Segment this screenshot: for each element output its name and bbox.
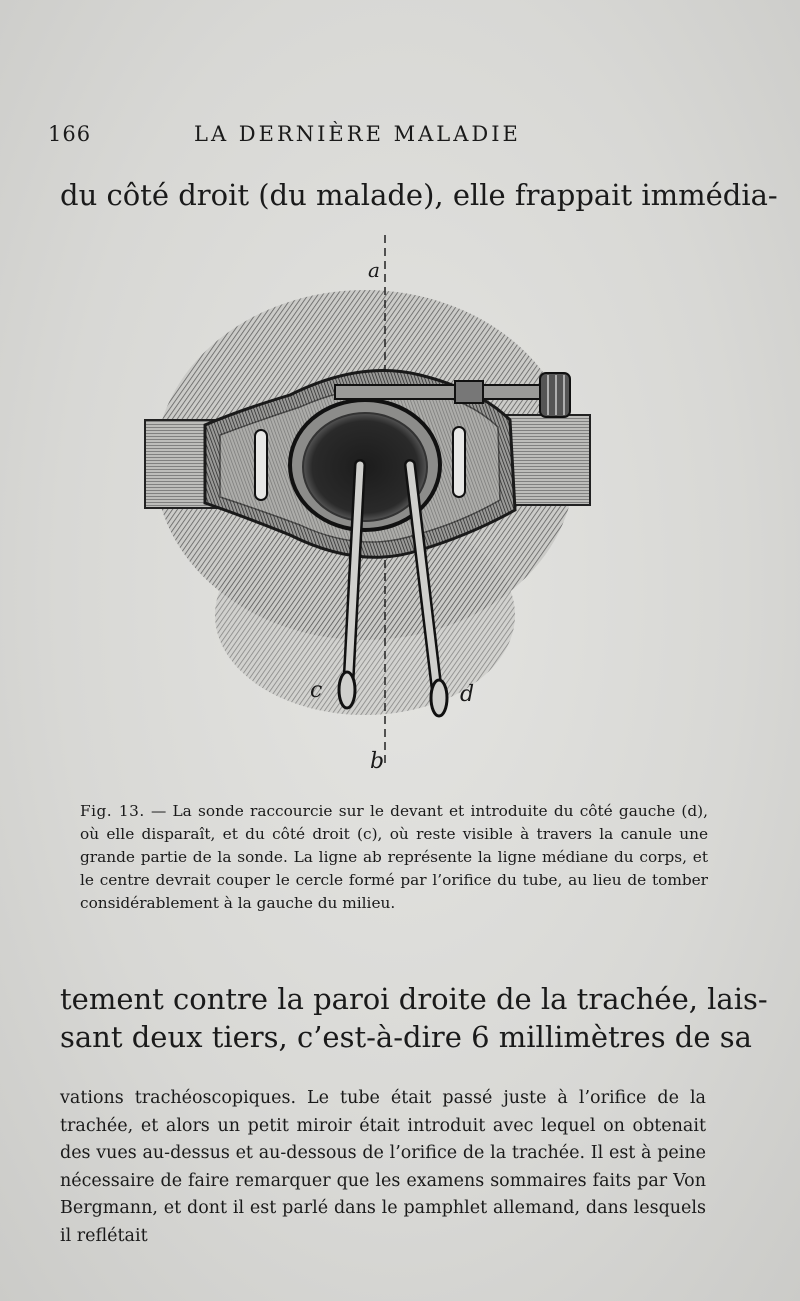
label-a: a <box>368 258 380 282</box>
label-b: b <box>370 749 385 774</box>
screw-rod <box>335 385 555 399</box>
label-c: c <box>310 678 323 703</box>
caption-text: — La sonde raccourcie sur le devant et introduite du côté gauche (d), où elle disparaît, et du côté droit (c), où reste visible à travers la canule une grande partie de la sonde. La ligne ab représente la ligne médiane du corps, et le centre devrait couper le cercle formé par l’orifice du tube, au lieu de tomber considérablement à la gauche du milieu. <box>80 802 708 912</box>
right-slot <box>453 427 465 497</box>
body-paragraph <box>60 1085 706 1250</box>
page-header <box>48 122 748 152</box>
text-line-mid-1: tement contre la paroi droite de la trachée, lais- <box>60 982 768 1016</box>
body-paragraph-text: vations trachéoscopiques. Le tube était passé juste à l’orifice de la trachée, et alors un petit miroir était introduit avec lequel on obtenait des vues au-dessus et au-dessous de l’orifice de la trachée. Il est à peine nécessaire de faire remarquer que les examens sommaires faits par Von Bergmann, et dont il est parlé dans le pamphlet allemand, dans lesquels il reflétait <box>60 1088 706 1246</box>
text-line-top: du côté droit (du malade), elle frappait immédia- <box>60 178 778 212</box>
text-line-mid-2: sant deux tiers, c’est-à-dire 6 millimètres de sa <box>60 1020 752 1054</box>
label-d: d <box>460 682 475 707</box>
screw-knob <box>540 373 570 417</box>
figure-label: Fig. 13. <box>80 802 145 820</box>
figure-caption <box>80 800 708 915</box>
running-title: LA DERNIÈRE MALADIE <box>194 122 521 146</box>
page-number: 166 <box>48 122 92 146</box>
figure-tracheotomy-cannula <box>120 235 600 795</box>
left-slot <box>255 430 267 500</box>
cannula-illustration <box>120 235 600 795</box>
